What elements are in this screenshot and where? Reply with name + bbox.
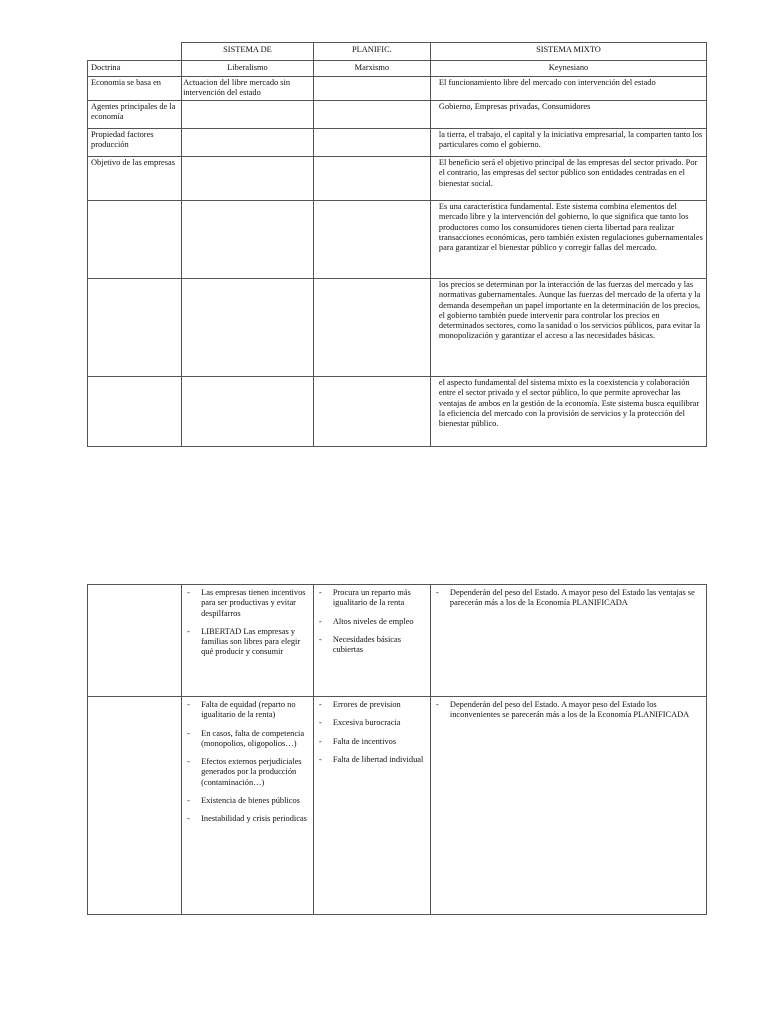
cell [313, 201, 430, 279]
list-item [185, 627, 310, 658]
list-item-text: Errores de prevision [332, 700, 401, 709]
comparison-table-bottom [87, 584, 707, 915]
mixto-inconvenientes-cell [430, 697, 706, 915]
ventajas-row [88, 585, 707, 697]
bullet-dash: - [318, 588, 322, 597]
bullet-list [317, 700, 427, 765]
cell: El funcionamiento libre del mercado con intervención del estado [430, 77, 706, 101]
planif-inconvenientes-cell [313, 697, 430, 915]
bullet-dash: - [318, 736, 322, 746]
list-item [185, 757, 310, 788]
list-item [185, 588, 310, 619]
list-item [317, 588, 427, 609]
cell: el aspecto fundamental del sistema mixto es la coexistencia y colaboración entre el sector privado y el sector público, lo que permite aprovechar las ventajas de ambos en la gestión de la economía. Este sistema busca equilibrar la eficiencia del mercado con la provisión de servicios y la protección del bienestar público. [430, 377, 706, 447]
header-row-1 [88, 43, 707, 61]
list-item-text: Falta de equidad (reparto no igualitario de la renta) [201, 700, 296, 720]
list-item [185, 814, 310, 824]
table-row [88, 101, 707, 129]
cell [182, 279, 314, 377]
table-row [88, 77, 707, 101]
liberal-ventajas-cell [182, 585, 314, 697]
list-item-text: Dependerán del peso del Estado. A mayor peso del Estado los inconvenientes se parecerán más a los de la Economía PLANIFICADA [449, 700, 690, 720]
mixto-ventajas-cell [430, 585, 706, 697]
row-label [88, 201, 182, 279]
doctrina-liberal: Liberalismo [182, 61, 314, 77]
list-item-text: En casos, falta de competencia (monopolios, oligopolios…) [201, 728, 305, 748]
bullet-list [185, 588, 310, 658]
row-label [88, 279, 182, 377]
bullet-dash: - [187, 700, 190, 709]
list-item-text: Efectos externos perjudiciales generados por la producción (contaminación…) [201, 757, 302, 787]
list-item [434, 588, 703, 609]
cell [182, 201, 314, 279]
list-item-text: LIBERTAD Las empresas y familias son libres para elegir qué producir y consumir [201, 626, 301, 657]
bullet-dash: - [318, 634, 322, 644]
row-label: Propiedad factores producción [88, 129, 182, 157]
cell [313, 101, 430, 129]
cell: la tierra, el trabajo, el capital y la iniciativa empresarial, la comparten tanto los particulares como el gobierno. [430, 129, 706, 157]
bullet-dash: - [318, 616, 322, 626]
cell [313, 77, 430, 101]
list-item [185, 796, 310, 806]
list-item-text: Dependerán del peso del Estado. A mayor peso del Estado las ventajas se parecerán más a los de la Economía PLANIFICADA [449, 588, 695, 608]
inconvenientes-row [88, 697, 707, 915]
table-row [88, 129, 707, 157]
list-item [317, 755, 427, 765]
row-label: Agentes principales de la economía [88, 101, 182, 129]
row-label [88, 585, 182, 697]
row-label: Objetivo de las empresas [88, 157, 182, 201]
bullet-dash: - [435, 700, 439, 709]
table-row [88, 377, 707, 447]
cell [313, 279, 430, 377]
cell: Es una característica fundamental. Este sistema combina elementos del mercado libre y la intervención del gobierno, lo que significa que tanto los productores como los consumidores tienen cierta libertad para realizar transacciones económicas, pero también existen regulaciones gubernamentales para garantizar el bienestar público y corregir fallas del mercado. [430, 201, 706, 279]
list-item [185, 729, 310, 750]
list-item [317, 700, 427, 710]
bullet-dash: - [187, 795, 190, 805]
cell: los precios se determinan por la interacción de las fuerzas del mercado y las normativas gubernamentales. Aunque las fuerzas del mercado de la oferta y la demanda desempeñan un papel importante en la determinación de los precios, el gobierno también puede intervenir para controlar los precios en determinados sectores, como la sanidad o los servicios públicos, para evitar la monopolización y garantizar el acceso a las necesidades básicas. [430, 279, 706, 377]
bullet-dash: - [187, 757, 190, 766]
list-item [434, 700, 703, 721]
list-item-text: Necesidades básicas cubiertas [332, 634, 401, 654]
cell [182, 101, 314, 129]
list-item [317, 737, 427, 747]
list-item-text: Altos niveles de empleo [332, 616, 414, 626]
list-item-text: Falta de incentivos [332, 736, 397, 746]
bullet-dash: - [187, 588, 190, 597]
list-item-text: Las empresas tienen incentivos para ser productivas y evitar despilfarros [201, 588, 306, 618]
list-item [185, 700, 310, 721]
bullet-list [434, 588, 703, 609]
bullet-list [317, 588, 427, 655]
row-label [88, 697, 182, 915]
header-cell: SISTEMA DE [182, 43, 314, 61]
comparison-table-top [87, 42, 707, 447]
list-item-text: Procura un reparto más igualitario de la renta [332, 588, 411, 608]
bullet-dash: - [187, 626, 190, 636]
list-item [317, 635, 427, 656]
cell [182, 377, 314, 447]
list-item-text: Existencia de bienes públicos [201, 795, 300, 805]
bullet-dash: - [318, 700, 322, 709]
cell [182, 129, 314, 157]
liberal-inconvenientes-cell [182, 697, 314, 915]
bullet-dash: - [435, 588, 439, 597]
list-item [317, 617, 427, 627]
bullet-dash: - [187, 814, 190, 823]
header-cell: PLANIFIC. [313, 43, 430, 61]
list-item [317, 718, 427, 728]
bullet-dash: - [318, 718, 322, 728]
bullet-dash: - [187, 728, 190, 738]
bullet-list [185, 700, 310, 824]
header-row-2 [88, 61, 707, 77]
list-item-text: Falta de libertad individual [332, 754, 424, 764]
cell: El beneficio será el objetivo principal de las empresas del sector privado. Por el contrario, las empresas del sector público son entidades centradas en el bienestar social. [430, 157, 706, 201]
doctrina-planif: Marxismo [313, 61, 430, 77]
list-item-text: Excesiva burocracia [332, 718, 401, 728]
header-cell: SISTEMA MIXTO [430, 43, 706, 61]
bullet-dash: - [318, 754, 322, 764]
header-empty-cell [88, 43, 182, 61]
doctrina-label: Doctrina [88, 61, 182, 77]
cell [313, 129, 430, 157]
list-item-text: Inestabilidad y crisis periodicas [201, 814, 307, 823]
doctrina-mixto: Keynesiano [430, 61, 706, 77]
table-row [88, 201, 707, 279]
cell: Actuacion del libre mercado sin intervención del estado [182, 77, 314, 101]
cell [313, 157, 430, 201]
cell [313, 377, 430, 447]
cell: Gobierno, Empresas privadas, Consumidores [430, 101, 706, 129]
cell [182, 157, 314, 201]
planif-ventajas-cell [313, 585, 430, 697]
table-row [88, 279, 707, 377]
bullet-list [434, 700, 703, 721]
row-label: Economia se basa en [88, 77, 182, 101]
table-row [88, 157, 707, 201]
row-label [88, 377, 182, 447]
